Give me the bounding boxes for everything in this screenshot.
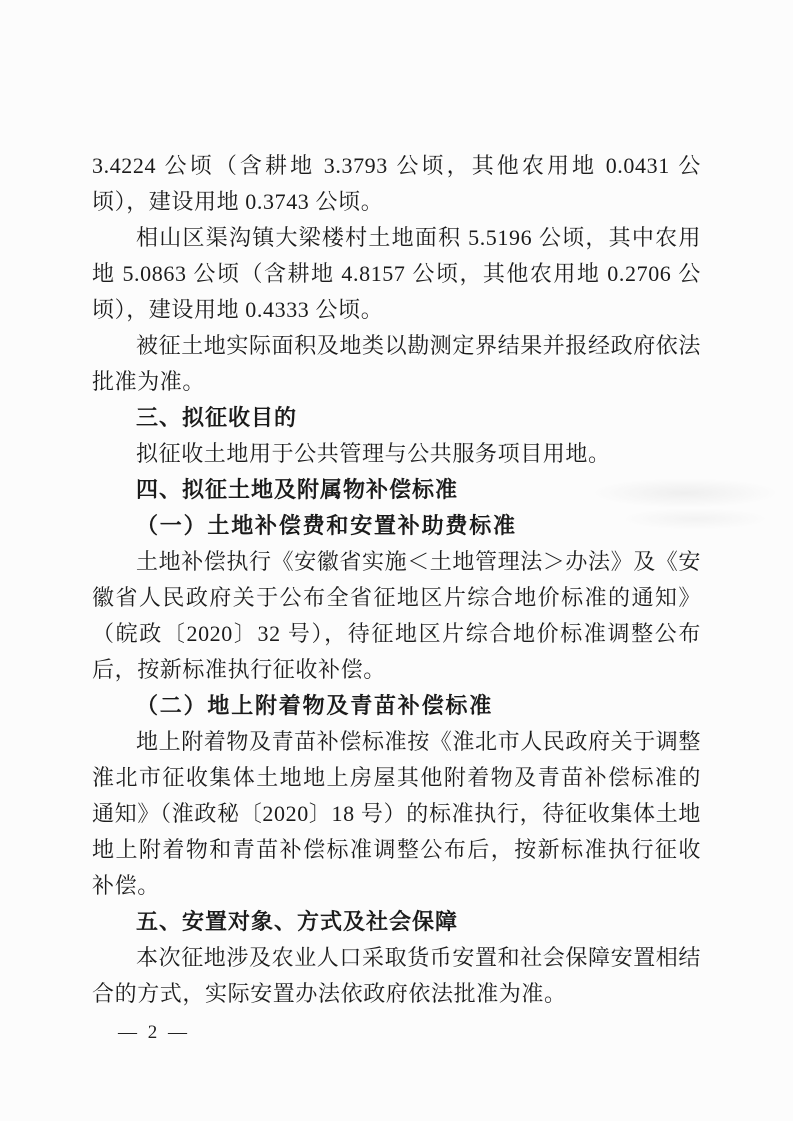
- section-heading: 三、拟征收目的: [136, 405, 298, 430]
- body-paragraph: 地上附着物及青苗补偿标准按《淮北市人民政府关于调整淮北市征收集体土地地上房屋其他附着物及青苗补偿标准的通知》（淮政秘〔2020〕18 号）的标准执行，待征收集体土地地上附着物和青苗补偿标准调整公布后，按新标准执行征收补偿。: [92, 729, 702, 898]
- sub-section-heading: （一）土地补偿费和安置补助费标准: [136, 513, 517, 538]
- body-paragraph: 本次征地涉及农业人口采取货币安置和社会保障安置相结合的方式，实际安置办法依政府依法批准为准。: [92, 945, 702, 1006]
- body-paragraph: 相山区渠沟镇大梁楼村土地面积 5.5196 公顷，其中农用地 5.0863 公顷（含耕地 4.8157 公顷，其他农用地 0.2706 公顷），建设用地 0.4333 公顷。: [92, 225, 701, 322]
- body-paragraph: 土地补偿执行《安徽省实施＜土地管理法＞办法》及《安徽省人民政府关于公布全省征地区片综合地价标准的通知》（皖政〔2020〕32 号），待征地区片综合地价标准调整公布后，按新标准执行征收补偿。: [92, 549, 702, 682]
- sub-section-heading: （二）地上附着物及青苗补偿标准: [136, 693, 494, 718]
- body-paragraph: 拟征收土地用于公共管理与公共服务项目用地。: [136, 441, 611, 466]
- document-body: [92, 148, 701, 1012]
- page-number: — 2 —: [118, 1022, 190, 1043]
- section-heading: 五、安置对象、方式及社会保障: [136, 909, 459, 934]
- body-paragraph: 被征土地实际面积及地类以勘测定界结果并报经政府依法批准为准。: [92, 333, 702, 394]
- body-paragraph-continued: 3.4224 公顷（含耕地 3.3793 公顷，其他农用地 0.0431 公顷），建设用地 0.3743 公顷。: [92, 153, 701, 214]
- section-heading: 四、拟征土地及附属物补偿标准: [136, 477, 459, 502]
